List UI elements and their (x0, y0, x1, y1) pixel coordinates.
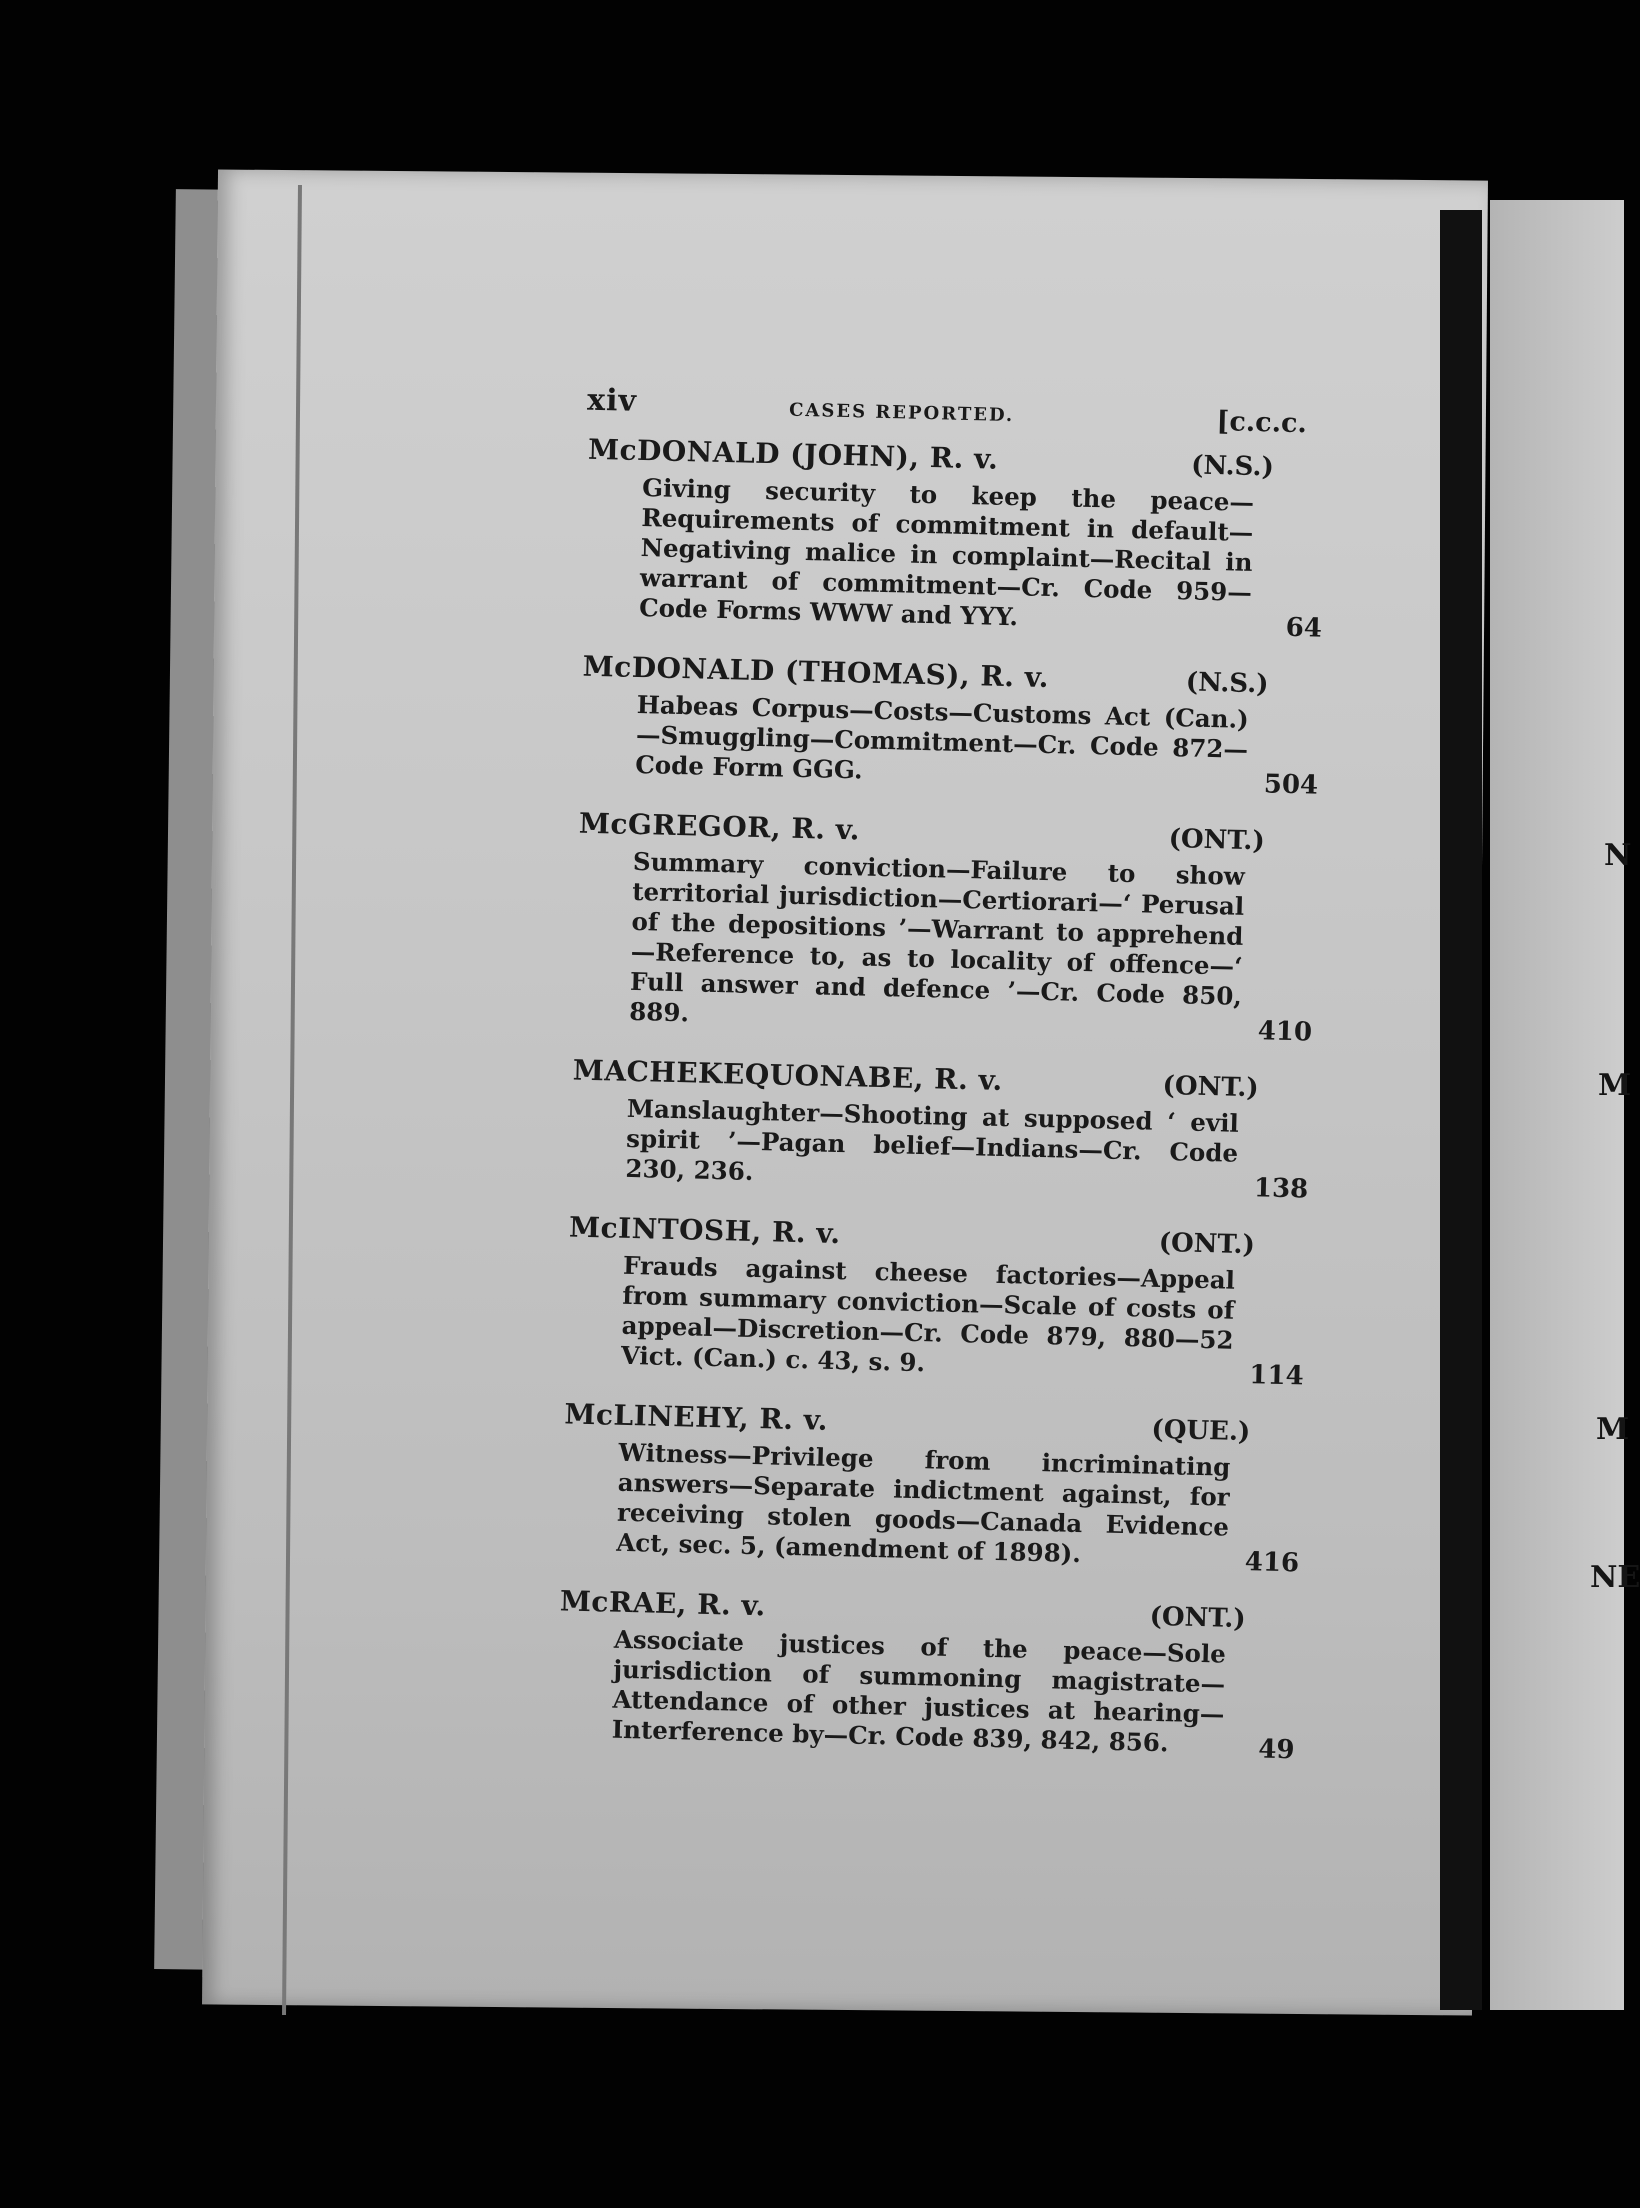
case-court: (ONT.) (1158, 1227, 1256, 1261)
case-name: MACHEKEQUONABE, R. v. (572, 1053, 1004, 1098)
case-court: (ONT.) (1149, 1601, 1247, 1635)
case-name: McDONALD (THOMAS), R. v. (582, 649, 1050, 695)
page-number: xiv (586, 382, 638, 419)
case-page-number: 114 (1249, 1360, 1304, 1392)
case-page-number: 64 (1285, 612, 1323, 644)
case-court: (N.S.) (1185, 667, 1269, 700)
case-page-number: 49 (1257, 1734, 1295, 1766)
case-entry (526, 1584, 1295, 1766)
running-head: CASES REPORTED. (788, 399, 1015, 427)
case-entry (540, 1053, 1309, 1205)
series-tag: [c.c.c. (1216, 406, 1308, 440)
case-summary: Manslaughter—Shooting at supposed ‘ evil spirit ’—Pagan belief—Indians—Cr. Code 230, 236. (625, 1093, 1240, 1186)
facing-page-paper (1490, 200, 1624, 2010)
case-entry (536, 1210, 1304, 1392)
facing-page-fragment: NE (1590, 1560, 1640, 1595)
case-page-number: 410 (1257, 1016, 1313, 1048)
case-court: (ONT.) (1162, 1070, 1260, 1104)
case-court: (ONT.) (1168, 824, 1266, 857)
case-entry (554, 432, 1323, 644)
case-entry (531, 1397, 1300, 1579)
case-court: (N.S.) (1190, 450, 1275, 483)
case-name: McINTOSH, R. v. (568, 1210, 841, 1251)
case-name: McRAE, R. v. (559, 1584, 767, 1623)
case-summary: Summary conviction—Failure to show territorial jurisdiction—Certiorari—‘ Perusal of the depositions ’—Warrant to apprehend—Reference to, as to locality of offence—‘ Full answer and defence ’—Cr. Code 850, 889. (628, 846, 1246, 1028)
book-gutter (1440, 210, 1482, 2010)
case-court: (QUE.) (1151, 1414, 1251, 1448)
case-summary: Witness—Privilege from incriminating answers—Separate indictment against, for receiving stolen goods—Canada Evidence Act, sec. 5, (amendment of 1898). (616, 1437, 1231, 1569)
case-entry (544, 806, 1313, 1048)
case-entry (550, 649, 1319, 801)
facing-page-fragment: M (1596, 1412, 1630, 1447)
case-page-number: 504 (1263, 769, 1319, 801)
document-page (526, 370, 1323, 1788)
case-summary: Associate justices of the peace—Sole jurisdiction of summoning magistrate—Attendance of other justices at hearing—Interference by—Cr. Code 839, 842, 856. (611, 1624, 1227, 1758)
case-summary: Habeas Corpus—Costs—Customs Act (Can.)—Smuggling—Commitment—Cr. Code 872—Code Form GGG. (635, 689, 1250, 785)
case-name: McDONALD (JOHN), R. v. (587, 432, 999, 476)
case-name: McGREGOR, R. v. (578, 806, 861, 847)
case-page-number: 138 (1253, 1173, 1309, 1205)
case-summary: Giving security to keep the peace—Requirements of commitment in default—Negativing malice in complaint—Recital in warrant of commitment—Cr. Code 959—Code Forms WWW and YYY. (638, 473, 1255, 632)
case-name: McLINEHY, R. v. (564, 1397, 829, 1437)
facing-page-fragment: M (1598, 1068, 1632, 1103)
facing-page-fragment: N (1604, 838, 1632, 873)
case-summary: Frauds against cheese factories—Appeal from summary conviction—Scale of costs of appeal—Discretion—Cr. Code 879, 880—52 Vict. (Can.) c. 43, s. 9. (620, 1250, 1236, 1378)
case-page-number: 416 (1244, 1547, 1300, 1579)
